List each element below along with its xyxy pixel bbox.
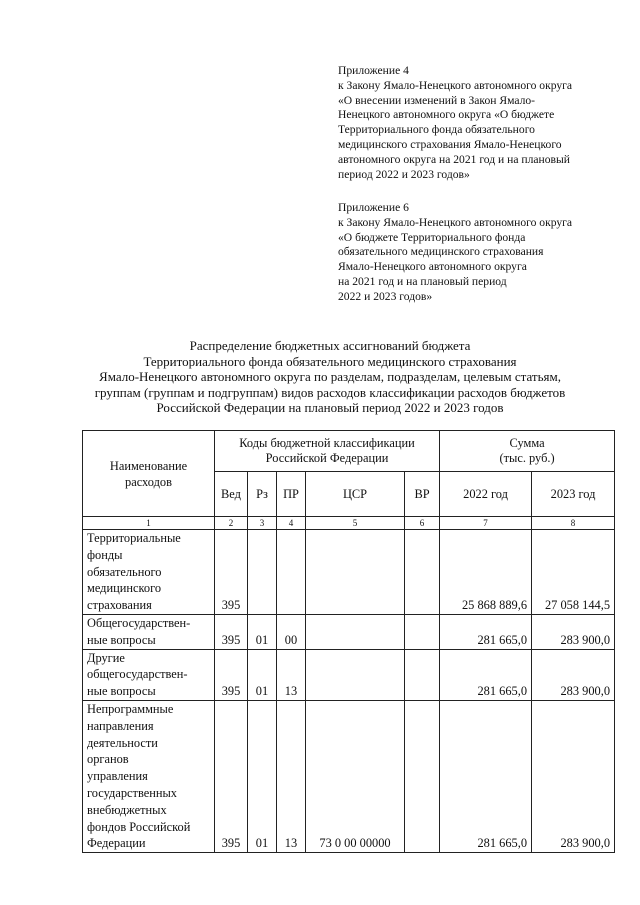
header-codes-line1: Коды бюджетной классификации bbox=[239, 436, 415, 450]
table-row bbox=[83, 649, 615, 700]
row-2022: 25 868 889,6 bbox=[440, 530, 532, 615]
header-csr: ЦСР bbox=[306, 472, 405, 517]
header-vr: ВР bbox=[405, 472, 440, 517]
row-csr bbox=[306, 649, 405, 700]
row-name-line: фонды bbox=[87, 547, 123, 562]
row-2022: 281 665,0 bbox=[440, 700, 532, 852]
appendix-6-line: Ямало-Ненецкого автономного округа bbox=[338, 260, 527, 274]
row-name-line: Федерации bbox=[87, 836, 146, 851]
row-name-line: Общегосударствен- bbox=[87, 615, 191, 630]
row-2023: 283 900,0 bbox=[532, 614, 615, 649]
appendix-4-line: Приложение 4 bbox=[338, 64, 409, 77]
row-csr bbox=[306, 614, 405, 649]
row-rz bbox=[248, 530, 277, 615]
row-name-line: государственных bbox=[87, 785, 178, 800]
header-pr: ПР bbox=[277, 472, 306, 517]
header-rz: Рз bbox=[248, 472, 277, 517]
appendix-4-line: к Закону Ямало-Ненецкого автономного округа bbox=[338, 78, 573, 92]
row-2023: 283 900,0 bbox=[532, 700, 615, 852]
header-2022: 2022 год bbox=[440, 472, 532, 517]
appendix-4-line: «О внесении изменений в Закон Ямало- bbox=[338, 93, 536, 107]
row-rz: 01 bbox=[248, 649, 277, 700]
row-pr: 00 bbox=[277, 614, 306, 649]
column-number: 7 bbox=[440, 517, 532, 530]
column-number: 1 bbox=[83, 517, 215, 530]
appendix-4-header bbox=[338, 64, 628, 182]
row-pr: 13 bbox=[277, 649, 306, 700]
row-name-line: медицинского bbox=[87, 581, 162, 596]
appendix-4-line: медицинского страхования Ямало-Ненецкого bbox=[338, 137, 562, 151]
row-pr bbox=[277, 530, 306, 615]
table-row bbox=[83, 700, 615, 852]
table-row bbox=[83, 530, 615, 615]
row-pr: 13 bbox=[277, 700, 306, 852]
row-ved: 395 bbox=[215, 700, 248, 852]
row-name bbox=[83, 700, 215, 852]
header-ved: Вед bbox=[215, 472, 248, 517]
row-name bbox=[83, 530, 215, 615]
row-csr bbox=[306, 530, 405, 615]
column-number: 6 bbox=[405, 517, 440, 530]
column-number: 2 bbox=[215, 517, 248, 530]
row-name-line: деятельности bbox=[87, 735, 158, 750]
appendix-4-line: Ненецкого автономного округа «О бюджете bbox=[338, 108, 555, 122]
row-name-line: направления bbox=[87, 718, 154, 733]
column-number: 5 bbox=[306, 517, 405, 530]
row-vr bbox=[405, 700, 440, 852]
row-name-line: управления bbox=[87, 769, 148, 784]
title-line: группам (группам и подгруппам) видов расходов классификации расходов бюджетов bbox=[94, 384, 566, 400]
row-ved: 395 bbox=[215, 530, 248, 615]
title-line: Российской Федерации на плановый период 2022 и 2023 годов bbox=[156, 400, 504, 416]
row-vr bbox=[405, 649, 440, 700]
appendix-6-line: 2022 и 2023 годов» bbox=[338, 289, 433, 303]
row-csr: 73 0 00 00000 bbox=[306, 700, 405, 852]
row-vr bbox=[405, 530, 440, 615]
column-number: 4 bbox=[277, 517, 306, 530]
header-name-text: Наименование расходов bbox=[109, 458, 188, 489]
row-name-line: Территориальные bbox=[87, 531, 181, 545]
row-name-line: общегосударствен- bbox=[87, 667, 188, 682]
row-2023: 27 058 144,5 bbox=[532, 530, 615, 615]
header-sum-line1: Сумма bbox=[509, 436, 545, 450]
appendix-6-line: «О бюджете Территориального фонда bbox=[338, 230, 526, 244]
row-name-line: внебюджетных bbox=[87, 802, 167, 817]
row-name-line: Непрограммные bbox=[87, 701, 174, 716]
row-name-line: обязательного bbox=[87, 564, 162, 579]
row-2022: 281 665,0 bbox=[440, 614, 532, 649]
header-codes bbox=[215, 431, 440, 472]
appendix-4-line: автономного округа на 2021 год и на плановый bbox=[338, 152, 571, 166]
appendix-6-header bbox=[338, 201, 628, 305]
row-name-line: ные вопросы bbox=[87, 684, 156, 699]
header-2023: 2023 год bbox=[532, 472, 615, 517]
appendix-6-line: к Закону Ямало-Ненецкого автономного округа bbox=[338, 215, 573, 229]
row-name-line: фондов Российской bbox=[87, 819, 191, 834]
row-2023: 283 900,0 bbox=[532, 649, 615, 700]
appendix-4-line: Территориального фонда обязательного bbox=[338, 123, 535, 137]
appendix-6-line: обязательного медицинского страхования bbox=[338, 245, 544, 259]
title-line: Территориального фонда обязательного медицинского страхования bbox=[143, 353, 517, 369]
column-number: 3 bbox=[248, 517, 277, 530]
row-rz: 01 bbox=[248, 614, 277, 649]
row-ved: 395 bbox=[215, 649, 248, 700]
row-name-line: страхования bbox=[87, 598, 152, 613]
title-line: Ямало-Ненецкого автономного округа по разделам, подразделам, целевым статьям, bbox=[99, 369, 561, 385]
header-codes-line2: Российской Федерации bbox=[265, 451, 389, 465]
header-sum-line2: (тыс. руб.) bbox=[499, 451, 555, 465]
appendix-4-line: период 2022 и 2023 годов» bbox=[338, 167, 470, 181]
title-line: Распределение бюджетных ассигнований бюджета bbox=[189, 338, 471, 353]
row-name bbox=[83, 614, 215, 649]
appendix-6-line: на 2021 год и на плановый период bbox=[338, 274, 507, 288]
table-row bbox=[83, 614, 615, 649]
row-2022: 281 665,0 bbox=[440, 649, 532, 700]
header-name bbox=[83, 431, 215, 517]
row-name bbox=[83, 649, 215, 700]
row-name-line: Другие bbox=[87, 650, 125, 665]
row-rz: 01 bbox=[248, 700, 277, 852]
appendix-6-line: Приложение 6 bbox=[338, 201, 409, 214]
row-vr bbox=[405, 614, 440, 649]
document-title bbox=[60, 338, 600, 416]
column-number: 8 bbox=[532, 517, 615, 530]
row-name-line: ные вопросы bbox=[87, 632, 156, 647]
row-ved: 395 bbox=[215, 614, 248, 649]
budget-table bbox=[82, 430, 615, 853]
column-number-row bbox=[83, 517, 615, 530]
header-sum bbox=[440, 431, 615, 472]
row-name-line: органов bbox=[87, 752, 129, 767]
